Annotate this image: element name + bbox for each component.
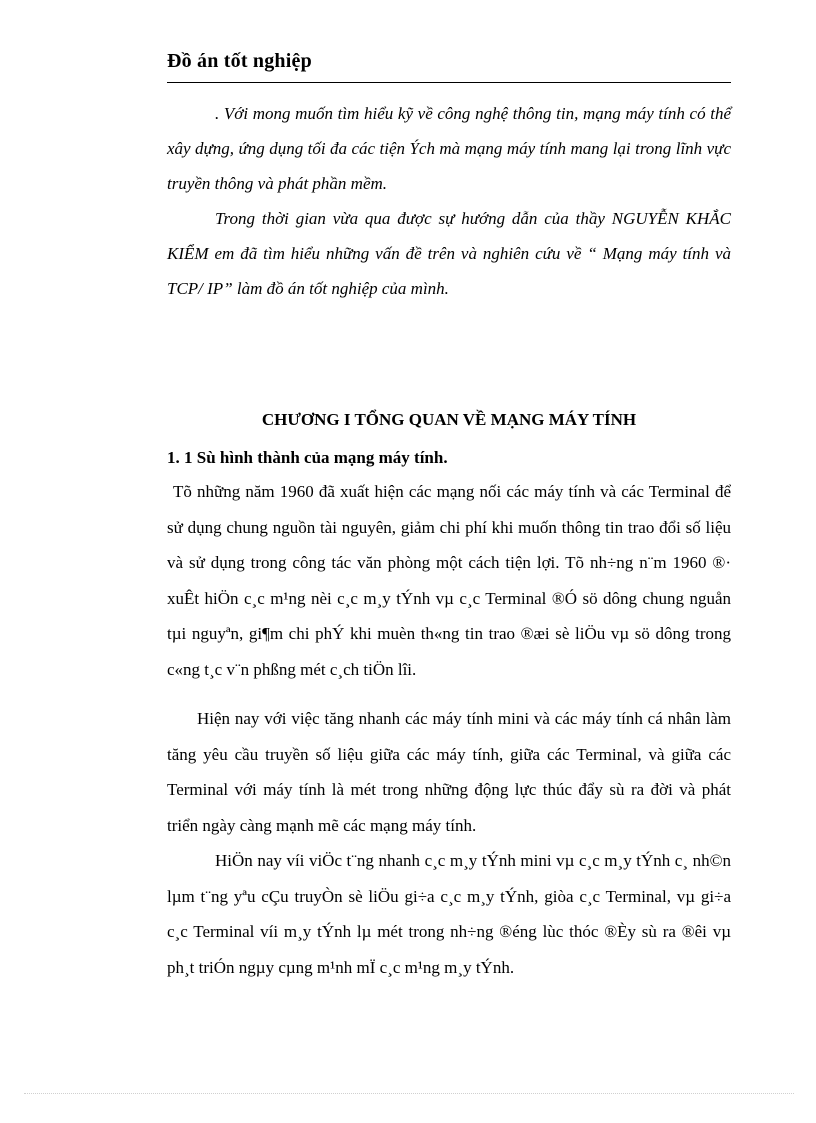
header-divider: [167, 82, 731, 83]
intro-paragraph: . Với mong muốn tìm hiểu kỹ về công nghệ thông tin, mạng máy tính có thể xây dựng, ứng dụng tối đa các tiện Ých mà mạng máy tính mang lại trong lĩnh vực truyền thông và phát phần mềm.: [167, 104, 731, 193]
document-header-title: Đồ án tốt nghiệp: [167, 50, 312, 72]
body-paragraph: Hiện nay với việc tăng nhanh các máy tính mini và các máy tính cá nhân làm tăng yêu cầu truyền số liệu giữa các máy tính, giữa các Terminal, và giữa các Terminal với máy tính là mét trong những động lực thúc đẩy sù ra đời và phát triển ngày càng mạnh mẽ các mạng máy tính.: [167, 709, 731, 835]
body-paragraph: HiÖn nay víi viÖc t¨ng nhanh c¸c m¸y tÝnh mini vµ c¸c m¸y tÝnh c¸ nh©n lµm t¨ng yªu cÇu truyÒn sè liÖu gi÷a c¸c m¸y tÝnh, giòa c¸c Terminal, vµ gi÷a c¸c Terminal víi m¸y tÝnh lµ mét trong nh÷ng ®éng lùc thóc ®Èy sù ra ®êi vµ ph¸t triÓn ngµy cµng m¹nh mÏ c¸c m¹ng m¸y tÝnh.: [167, 851, 731, 977]
intro-paragraph: Trong thời gian vừa qua được sự hướng dẫn của thầy NGUYỄN KHẮC KIỂM em đã tìm hiểu những vấn đề trên và nghiên cứu về “ Mạng máy tính và TCP/ IP” làm đồ án tốt nghiệp của mình.: [167, 209, 731, 298]
intro-block: [167, 96, 731, 306]
body-paragraph: Tõ những năm 1960 đã xuất hiện các mạng nối các máy tính và các Terminal để sử dụng chung nguồn tài nguyên, giảm chi phí khi muốn thông tin trao đổi số liệu và sử dụng trong công tác văn phòng một cách tiện lợi. Tõ nh÷ng n¨m 1960 ®· xuÊt hiÖn c¸c m¹ng nèi c¸c m¸y tÝnh vµ c¸c Terminal ®Ó sö dông chung nguån tµi nguyªn, gi¶m chi phÝ khi muèn th«ng tin trao ®æi sè liÖu vµ sö dông trong c«ng t¸c v¨n phßng mét c¸ch tiÖn lîi.: [167, 482, 731, 679]
page-bottom-divider: [24, 1093, 794, 1094]
section-heading: 1. 1 Sù hình thành của mạng máy tính.: [167, 448, 448, 467]
chapter-title: CHƯƠNG I TỔNG QUAN VỀ MẠNG MÁY TÍNH: [261, 410, 637, 429]
section-body: [167, 474, 731, 985]
